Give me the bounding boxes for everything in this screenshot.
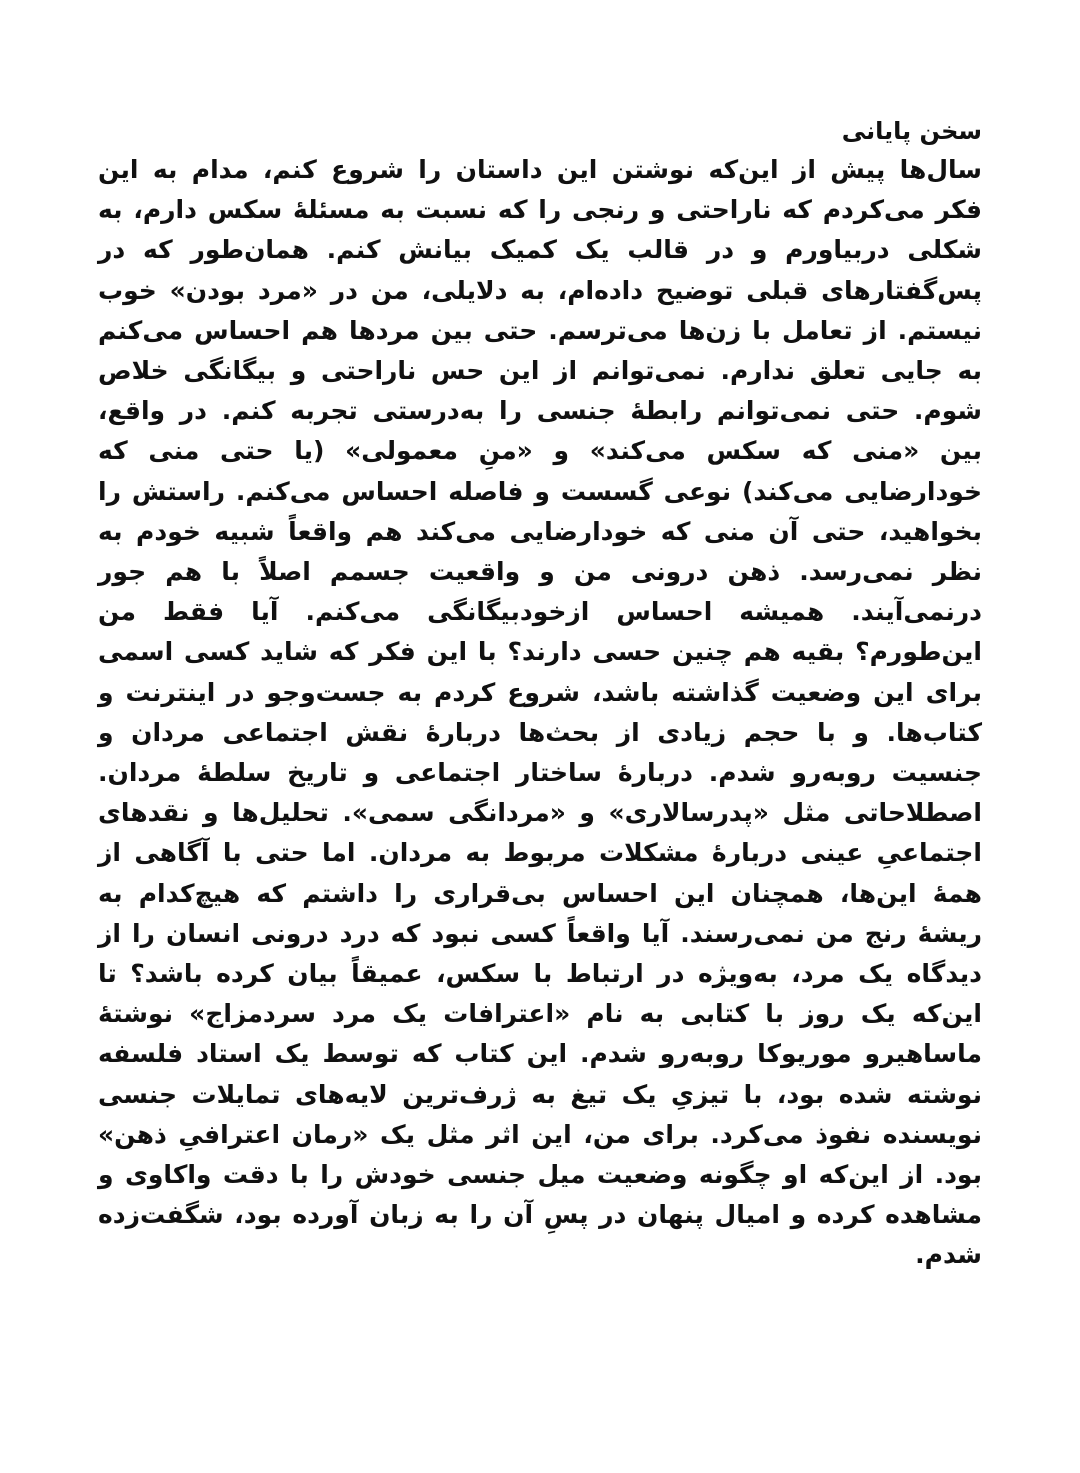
body-paragraph: سال‌ها پیش از این‌که نوشتن این داستان را شروع کنم، مدام به این فکر می‌کردم که ناراحتی و رنجی را که نسبت به مسئلهٔ سکس دارم، به شکلی دربیاورم و در قالب یک کمیک بیانش کنم. همان‌طور که در پس‌گفتارهای قبلی توضیح داده‌ام، به دلایلی، من در «مرد بودن» خوب نیستم. از تعامل با زن‌ها می‌ترسم. حتی بین مردها هم احساس می‌کنم به جایی تعلق ندارم. نمی‌توانم از این حس ناراحتی و بیگانگی خلاص شوم. حتی نمی‌توانم رابطهٔ جنسی را به‌درستی تجربه کنم. در واقع، بین «منی که سکس می‌کند» و «منِ معمولی» (یا حتی منی که خودارضایی می‌کند) نوعی گسست و فاصله احساس می‌کنم. راستش را بخواهید، حتی آن منی که خودارضایی می‌کند هم واقعاً شبیه خودم به نظر نمی‌رسد. ذهن درونی من و واقعیت جسمم اصلاً با هم جور درنمی‌آیند. همیشه احساس ازخودبیگانگی می‌کنم. آیا فقط من این‌طورم؟ بقیه هم چنین حسی دارند؟ با این فکر که شاید کسی اسمی برای این وضعیت گذاشته باشد، شروع کردم به جست‌وجو در اینترنت و کتاب‌ها. و با حجم زیادی از بحث‌ها دربارهٔ نقش اجتماعی مردان و جنسیت روبه‌رو شدم. دربارهٔ ساختار اجتماعی و تاریخ سلطهٔ مردان. اصطلاحاتی مثل «پدرسالاری» و «مردانگی سمی». تحلیل‌ها و نقدهای اجتماعیِ عینی دربارهٔ مشکلات مربوط به مردان. اما حتی با آگاهی از همهٔ این‌ها، همچنان این احساس بی‌قراری را داشتم که هیچ‌کدام به ریشهٔ رنج من نمی‌رسند. آیا واقعاً کسی نبود که درد درونی انسان را از دیدگاه یک مرد، به‌ویژه در ارتباط با سکس، عمیقاً بیان کرده باشد؟ تا این‌که یک روز با کتابی به نام «اعترافات یک مرد سردمزاج» نوشتهٔ ماساهیرو موریوکا روبه‌رو شدم. این کتاب که توسط یک استاد فلسفه نوشته شده بود، با تیزیِ یک تیغ به ژرف‌ترین لایه‌های تمایلات جنسی نویسنده نفوذ می‌کرد. برای من، این اثر مثل یک «رمان اعترافیِ ذهن» بود. از این‌که او چگونه وضعیت میل جنسی خودش را با دقت واکاوی و مشاهده کرده و امیال پنهان در پسِ آن را به زبان آورده بود، شگفت‌زده شدم.	[98, 155, 982, 1270]
section-heading: سخن پایانی	[841, 117, 982, 145]
document-body	[98, 112, 982, 1276]
